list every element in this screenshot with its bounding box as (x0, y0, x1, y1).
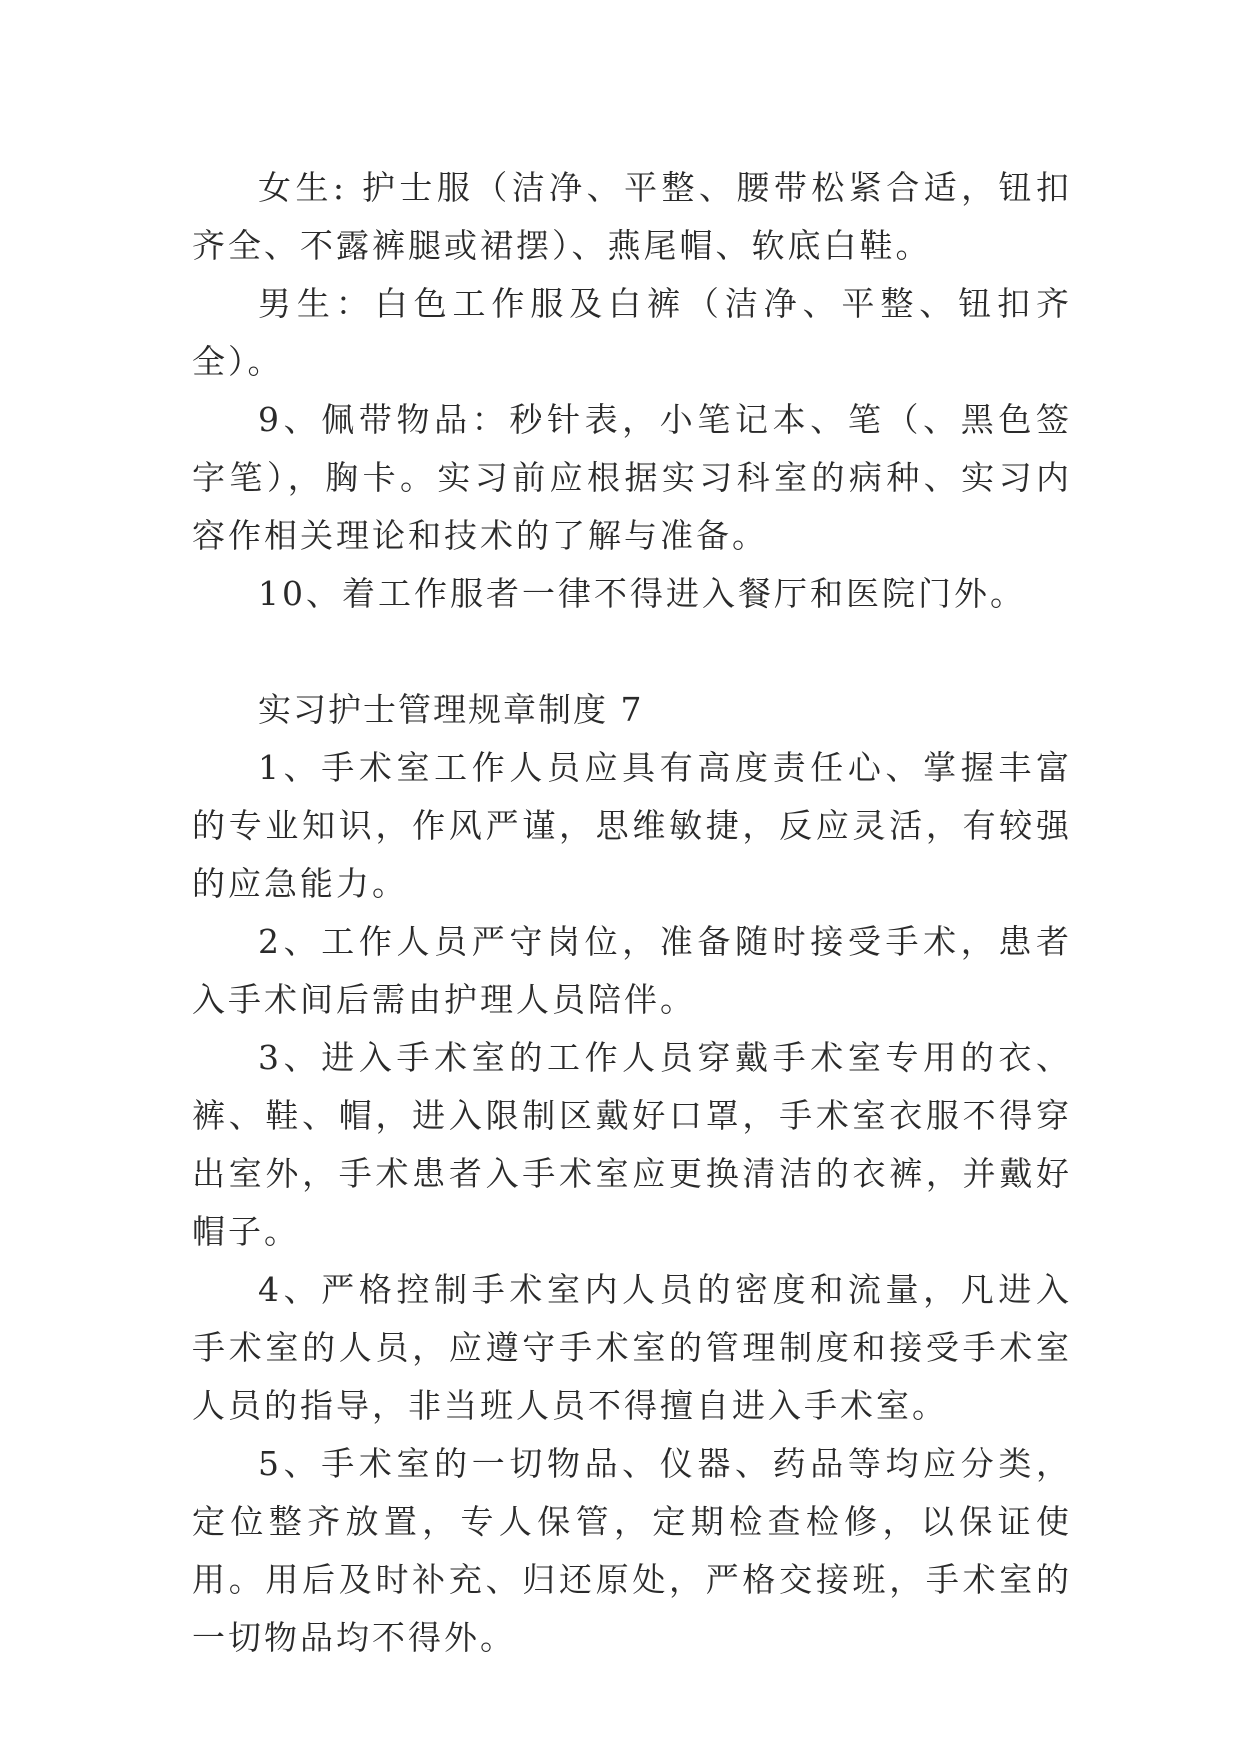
paragraph-rule-4: 4、严格控制手术室内人员的密度和流量，凡进入手术室的人员，应遵守手术室的管理制度和接受手术室人员的指导，非当班人员不得擅自进入手术室。 (192, 1270, 1072, 1425)
paragraph-item-9: 9、佩带物品：秒针表，小笔记本、笔（、黑色签字笔），胸卡。实习前应根据实习科室的病种、实习内容作相关理论和技术的了解与准备。 (192, 400, 1072, 555)
paragraph-female-uniform: 女生: 护士服（洁净、平整、腰带松紧合适，钮扣齐全、不露裤腿或裙摆）、燕尾帽、软底白鞋。 (192, 168, 1072, 265)
paragraph-item-10: 10、着工作服者一律不得进入餐厅和医院门外。 (258, 574, 1026, 613)
section-title: 实习护士管理规章制度 7 (258, 690, 644, 729)
paragraph-rule-1: 1、手术室工作人员应具有高度责任心、掌握丰富的专业知识，作风严谨，思维敏捷，反应灵活，有较强的应急能力。 (192, 748, 1072, 903)
section-spacer (192, 623, 1072, 681)
paragraph-rule-3: 3、进入手术室的工作人员穿戴手术室专用的衣、裤、鞋、帽，进入限制区戴好口罩，手术室衣服不得穿出室外，手术患者入手术室应更换清洁的衣裤，并戴好帽子。 (192, 1038, 1072, 1251)
paragraph-rule-5: 5、手术室的一切物品、仪器、药品等均应分类，定位整齐放置，专人保管，定期检查检修，以保证使用。用后及时补充、归还原处，严格交接班，手术室的一切物品均不得外。 (192, 1444, 1072, 1657)
document-body (192, 159, 1072, 1667)
paragraph-male-uniform: 男生：白色工作服及白裤（洁净、平整、钮扣齐全）。 (192, 284, 1072, 381)
paragraph-rule-2: 2、工作人员严守岗位，准备随时接受手术，患者入手术间后需由护理人员陪伴。 (192, 922, 1072, 1019)
